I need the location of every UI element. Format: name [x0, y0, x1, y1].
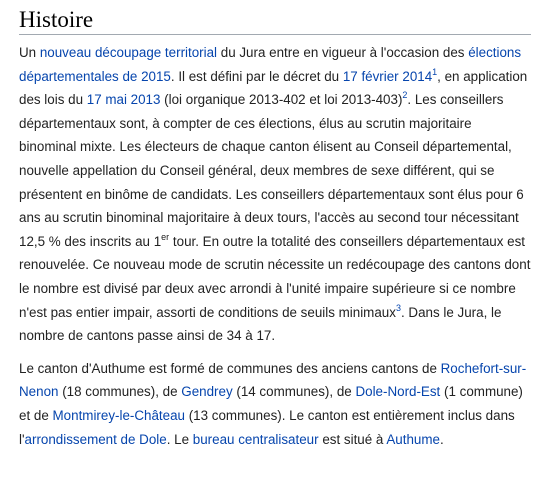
- text: (18 communes), de: [58, 384, 182, 400]
- text: . Dans le Jura, le nombre de cantons passe ainsi de 34 à 17.: [19, 304, 502, 344]
- link-nouveau-decoupage-territorial[interactable]: nouveau découpage territorial: [39, 45, 218, 60]
- text: (1 commune) et de: [19, 384, 523, 423]
- link-17-mai-2013[interactable]: 17 mai 2013: [86, 92, 161, 108]
- paragraph-history: [19, 41, 531, 348]
- link-authume[interactable]: Authume: [386, 431, 440, 447]
- text: . Le: [166, 431, 193, 447]
- text: , en application des lois du: [19, 68, 528, 108]
- text: Un: [19, 45, 40, 60]
- text: (14 communes), de: [232, 384, 356, 400]
- text: Le canton d'Authume est formé de communes des anciens cantons de: [19, 360, 441, 376]
- text: (13 communes). Le canton est entièrement inclus dans l': [19, 407, 515, 447]
- link-montmirey-le-chateau[interactable]: Montmirey-le-Château: [52, 407, 185, 423]
- text: (loi organique 2013-402 et loi 2013-403): [160, 92, 403, 108]
- text: tour. En outre la totalité des conseillers départementaux est renouvelée. Ce nouveau mode de scrutin nécessite un redécoupage des cantons dont le nombre est divisé par deux avec arrondi à l'unité impaire supérieure si ce nombre n'est pas entier impair, assorti de conditions de seuils minimaux: [19, 233, 531, 320]
- link-gendrey[interactable]: Gendrey: [181, 384, 233, 400]
- link-rochefort-sur-nenon[interactable]: Rochefort-sur-Nenon: [19, 360, 527, 400]
- reference-1-link[interactable]: 1: [432, 66, 438, 77]
- reference-2-link[interactable]: 2: [402, 90, 408, 101]
- paragraph-composition: [19, 357, 531, 451]
- link-elections-departementales-2015[interactable]: élections départementales de 2015: [19, 45, 522, 84]
- link-17-fevrier-2014[interactable]: 17 février 2014: [342, 68, 433, 84]
- text: est situé à: [318, 431, 387, 447]
- text: . Les conseillers départementaux sont, à compter de ces élections, élus au scrutin majoritaire binominal mixte. Les électeurs de chaque canton élisent au Conseil départemental, nouvelle appellation du Conseil général, deux membres de sexe différent, qui se présentent en binôme de candidats. Les conseillers départementaux sont élus pour 6 ans au scrutin binominal majoritaire à deux tours, l'accès au second tour nécessitant 12,5 % des inscrits au 1: [19, 92, 524, 249]
- superscript-er: er: [161, 231, 170, 242]
- link-dole-nord-est[interactable]: Dole-Nord-Est: [355, 384, 441, 400]
- text: .: [439, 431, 444, 447]
- text: du Jura entre en vigueur à l'occasion des: [217, 45, 469, 60]
- text: . Il est défini par le décret du: [170, 68, 343, 84]
- article-content: [19, 0, 531, 460]
- reference-3-link[interactable]: 3: [395, 302, 401, 313]
- section-heading: Histoire: [19, 0, 531, 35]
- link-arrondissement-de-dole[interactable]: arrondissement de Dole: [24, 431, 167, 447]
- link-bureau-centralisateur[interactable]: bureau centralisateur: [192, 431, 319, 447]
